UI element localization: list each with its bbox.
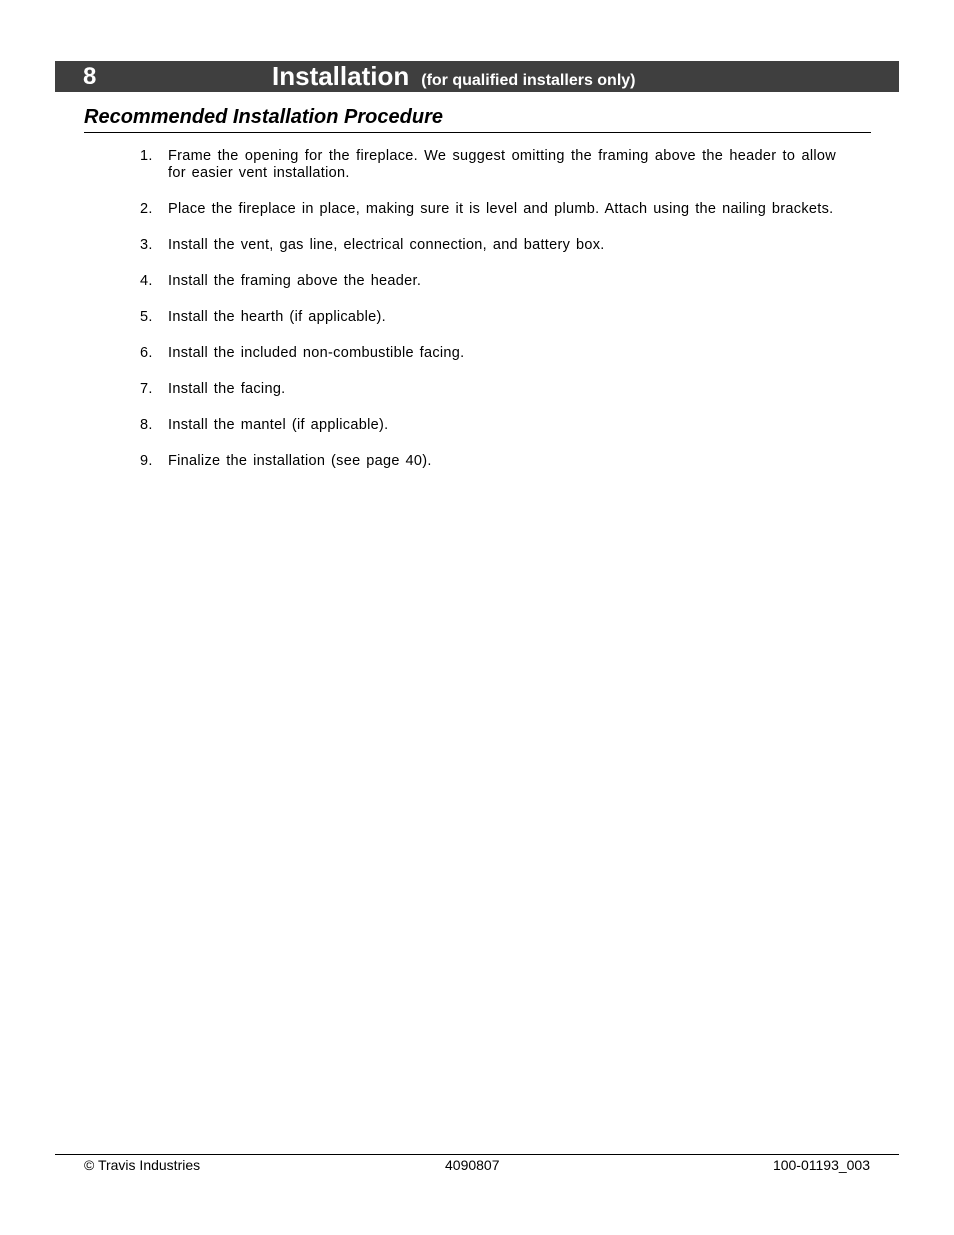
list-item [140,201,836,218]
footer-divider [55,1154,899,1155]
step-number: 5. [140,309,153,325]
step-text: Install the included non-combustible facing. [168,345,465,361]
step-text: Install the vent, gas line, electrical connection, and battery box. [168,237,605,253]
step-text: Install the mantel (if applicable). [168,417,389,433]
list-item [140,453,836,470]
section-divider [84,132,871,133]
list-item [140,273,836,290]
step-number: 8. [140,417,153,433]
step-number: 3. [140,237,153,253]
step-number: 4. [140,273,153,289]
step-text: Frame the opening for the fireplace. We suggest omitting the framing above the header to allow for easier vent installation. [168,148,836,181]
step-number: 7. [140,381,153,397]
step-text: Place the fireplace in place, making sure it is level and plumb. Attach using the nailing brackets. [168,201,834,217]
list-item [140,309,836,326]
page-number: 8 [83,63,97,90]
step-number: 2. [140,201,153,217]
page-header-bar [55,61,899,92]
footer-doc-number: 100-01193_003 [772,1157,870,1173]
step-text: Install the facing. [168,381,286,397]
step-text: Install the hearth (if applicable). [168,309,386,325]
step-text: Install the framing above the header. [168,273,422,289]
page-title-text: Installation [272,61,410,91]
step-number: 6. [140,345,153,361]
installation-steps-list [140,148,836,489]
section-heading: Recommended Installation Procedure [84,106,443,128]
list-item [140,345,836,362]
page-subtitle: (for qualified installers only) [421,72,636,89]
step-number: 1. [140,148,153,164]
list-item [140,381,836,398]
footer-center-code: 4090807 [445,1157,500,1173]
step-number: 9. [140,453,153,469]
list-item [140,148,836,182]
step-text: Finalize the installation (see page 40). [168,453,432,469]
footer-copyright: © Travis Industries [84,1157,201,1173]
list-item [140,417,836,434]
page-title [272,61,636,96]
list-item [140,237,836,254]
